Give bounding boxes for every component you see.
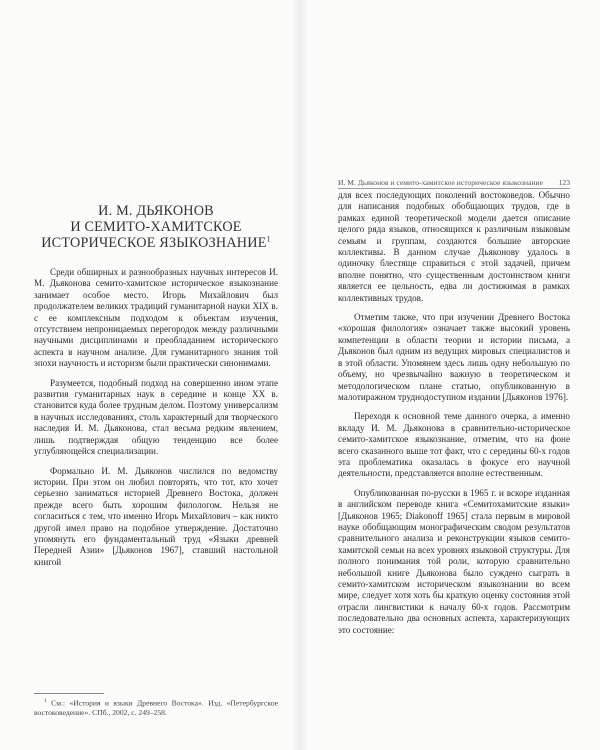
left-page-body (34, 267, 278, 568)
footnote (34, 697, 278, 717)
left-paragraph-2: Разумеется, подобный подход на совершенно ином этапе развития гуманитарных наук в середине и конце XX в. становится куда более трудным делом. Поэтому универсализм в научных исследованиях, столь характерный для творческого наследия И. М. Дьяконова, стал весьма редким явлением, лишь подтверждая общую тенденцию все более углубляющейся специализации. (34, 377, 278, 457)
footnote-text: См.: «История и языки Древнего Востока». Изд. «Петербургское востоковедение». СПб., 2002, с. 249–258. (34, 698, 278, 717)
left-paragraph-1: Среди обширных и разнообразных научных интересов И. М. Дьяконова семито-хамитское историческое языкознание занимает особое место. Игорь Михайлович был продолжателем великих традиций гуманитарной науки XIX в. с ее комплексным подходом к объектам изучения, отсутствием непроницаемых перегородок между различными научными дисциплинами и преобладанием исторического аспекта в научном анализе. Для гуманитарного знания той эпохи научность и историзм были практически синонимами. (34, 267, 278, 369)
chapter-title (34, 203, 278, 251)
title-line-1: И. М. ДЬЯКОНОВ (98, 203, 214, 219)
title-line-3-text: ИСТОРИЧЕСКОЕ ЯЗЫКОЗНАНИЕ (41, 235, 267, 251)
book-gutter (292, 0, 308, 750)
running-header (338, 178, 570, 187)
right-paragraph-4: Опубликованная по-русски в 1965 г. и вскоре изданная в английском переводе книга «Семитохамитские языки» [Дьяконов 1965; Diakonoff 1965] стала первым в мировой науке обобщающим монографическим сводом результатов сравнительного анализа и реконструкции языков семито-хамитской семьи на всех уровнях языковой структуры. Для полного понимания той роли, которую сравнительно небольшой книге Дьяконова было суждено сыграть в семито-хамитском историческом языкознании во всем мире, следует хотя хоть бы краткую оценку состояния этой отрасли лингвистики к началу 60-х годов. Рассмотрим последовательно два основных аспекта, характеризующих это состояние: (338, 487, 570, 635)
right-paragraph-2: Отметим также, что при изучении Древнего Востока «хорошая филология» означает также высокий уровень компетенции в области теории и истории письма, а Дьяконов был одним из ведущих мировых специалистов и в этой области. Упомянем здесь лишь одну небольшую по объему, но чрезвычайно важную в теоретическом и методологическом плане статью, опубликованную в малотиражном труднодоступном издании [Дьяконов 1976]. (338, 312, 570, 402)
footnote-mark: 1 (44, 698, 47, 704)
title-line-2: И СЕМИТО-ХАМИТСКОЕ (70, 219, 242, 235)
footnote-rule (34, 693, 104, 694)
right-page-body (338, 190, 570, 636)
title-line-3 (34, 235, 278, 251)
title-footnote-mark: 1 (266, 234, 271, 244)
right-paragraph-1: для всех последующих поколений востоковедов. Обычно для написания подобных обобщающих трудов, где в рамках единой теоретической модели дается описание целого ряда языков, относящихся к различным языковым семьям и группам, создаются большие авторские коллективы. В данном случае Дьяконову удалось в одиночку блестяще справиться с этой задачей, причем вполне понятно, что существенным достоинством книги является ее цельность, едва ли достижимая в рамках коллективных трудов. (338, 190, 570, 303)
left-paragraph-3: Формально И. М. Дьяконов числился по ведомству истории. При этом он любил повторять, что тот, кто хочет серьезно заниматься историей Древнего Востока, должен прежде всего быть хорошим филологом. Нельзя не согласиться с тем, что именно Игорь Михайлович – как никто другой имел право на подобное утверждение. Достаточно упомянуть его фундаментальный труд «Языки древней Передней Азии» [Дьяконов 1967], ставший настольной книгой (34, 465, 278, 567)
running-title: И. М. Дьяконов и семито-хамитское историческое языкознание (338, 178, 543, 187)
header-rule (338, 188, 570, 189)
right-paragraph-3: Переходя к основной теме данного очерка, а именно вкладу И. М. Дьяконова в сравнительно-историческое семито-хамитское языкознание, отметим, что на фоне всего сказанного выше тот факт, что с середины 60-х годов эта проблематика оказалась в фокусе его научной деятельности, представляется вполне естественным. (338, 411, 570, 479)
page-number: 123 (558, 178, 570, 187)
